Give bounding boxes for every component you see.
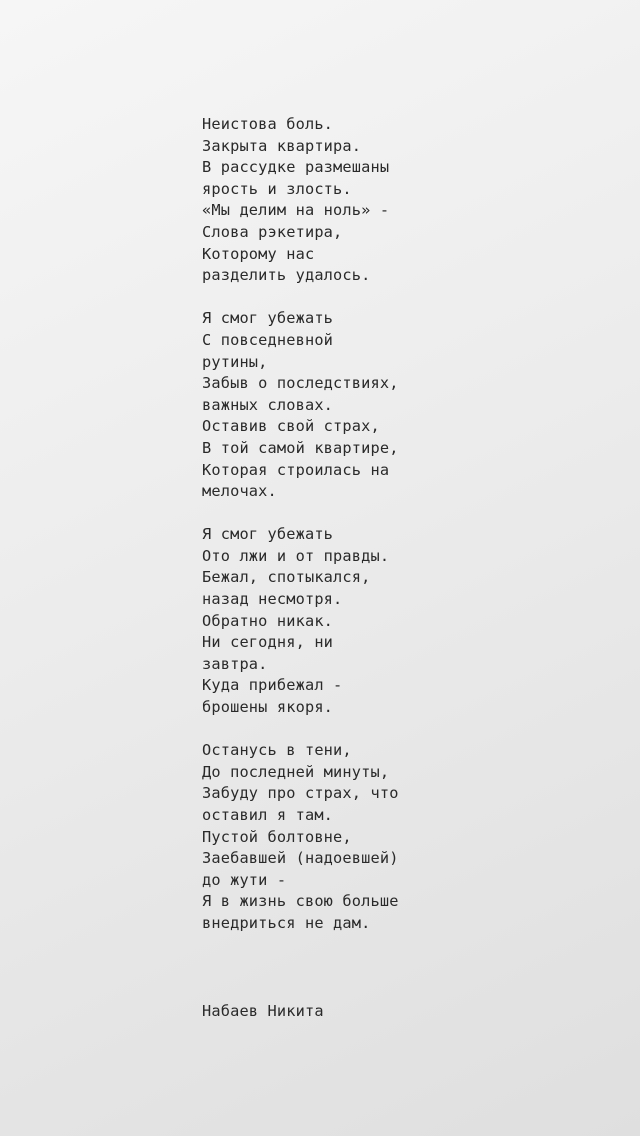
poem-line: Забуду про страх, что: [202, 784, 399, 803]
poem-line: Которая строилась на: [202, 460, 390, 479]
poem-line: Которому нас: [202, 244, 315, 263]
poem-line: брошены якоря.: [202, 698, 334, 717]
poem-line: С повседневной: [202, 330, 334, 349]
poem-line: Я смог убежать: [202, 525, 334, 544]
poem-line: В рассудке размешаны: [202, 158, 390, 177]
poem: [202, 114, 622, 956]
poem-line: внедриться не дам.: [202, 913, 371, 932]
poem-line: Я в жизнь свою больше: [202, 892, 399, 911]
poem-line: назад несмотря.: [202, 590, 343, 609]
poem-line: Останусь в тени,: [202, 741, 352, 760]
poem-line: Забыв о последствиях,: [202, 374, 399, 393]
poem-line: В той самой квартире,: [202, 438, 399, 457]
stanza-3: [202, 524, 622, 718]
poem-line: до жути -: [202, 870, 287, 889]
stanza-4: [202, 740, 622, 934]
stanza-2: [202, 308, 622, 502]
poem-line: «Мы делим на ноль» -: [202, 201, 390, 220]
poem-line: Неистова боль.: [202, 115, 334, 133]
poem-line: ярость и злость.: [202, 179, 352, 198]
poem-line: Обратно никак.: [202, 611, 334, 630]
poem-line: рутины,: [202, 352, 268, 371]
poem-line: Пустой болтовне,: [202, 827, 352, 846]
poem-line: Ото лжи и от правды.: [202, 546, 390, 565]
poem-line: Бежал, спотыкался,: [202, 568, 371, 587]
poem-line: завтра.: [202, 654, 268, 673]
author-signature: Набаев Никита: [202, 1002, 324, 1020]
poem-line: Ни сегодня, ни: [202, 633, 334, 652]
poem-line: мелочах.: [202, 482, 277, 501]
poem-line: оставил я там.: [202, 806, 334, 824]
poem-line: Закрыта квартира.: [202, 136, 362, 155]
poem-line: Куда прибежал -: [202, 676, 343, 695]
poem-line: Я смог убежать: [202, 309, 334, 328]
stanza-1: [202, 114, 622, 287]
poem-line: До последней минуты,: [202, 762, 390, 781]
poem-line: Заебавшей (надоевшей): [202, 849, 399, 868]
poem-line: разделить удалось.: [202, 266, 371, 285]
poem-line: Оставив свой страх,: [202, 417, 380, 436]
poem-line: Слова рэкетира,: [202, 222, 343, 241]
poem-line: важных словах.: [202, 395, 334, 414]
